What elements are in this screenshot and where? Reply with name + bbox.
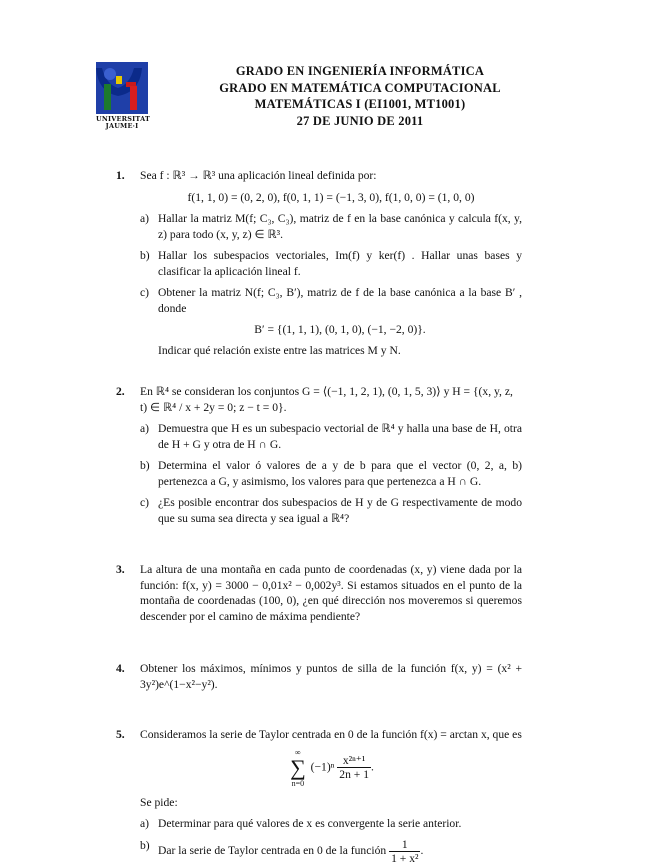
subquestion-text: Hallar los subespacios vectoriales, Im(f) y ker(f) . Hallar unas bases y clasificar la aplicación lineal f. [158, 249, 522, 278]
subquestion [140, 285, 522, 358]
problem-number: 5. [116, 728, 125, 741]
logo-text-line2: JAUME·I [105, 122, 139, 130]
problem-statement: Sea f : ℝ³ → ℝ³ una aplicación lineal definida por: [140, 169, 377, 182]
problem-statement: Consideramos la serie de Taylor centrada en 0 de la función f(x) = arctan x, que es [140, 728, 522, 741]
problem-number: 4. [116, 662, 125, 675]
subquestion-label: a) [140, 212, 150, 225]
logo-text-line1: UNIVERSITAT [96, 115, 150, 123]
subquestion-text: ¿Es posible encontrar dos subespacios de H y de G respectivamente de modo que su suma sea directa y sea igual a ℝ⁴? [158, 496, 522, 525]
subquestion-text: Obtener la matriz N(f; C₃, B′), matriz de f de la base canónica a la base B′ , donde [158, 286, 522, 315]
subquestion [140, 421, 522, 452]
series-formula: ∞ ∑ n=0 (−1)ⁿ $\frac{\text{x²ⁿ⁺¹}}{2n + 1}$ . [290, 747, 374, 788]
subquestion-label: a) [140, 422, 150, 435]
fraction-denominator: 1 + x² [391, 851, 419, 865]
university-logo [96, 62, 148, 132]
problem-4 [116, 661, 522, 692]
subquestion-text: Hallar la matriz M(f; C₃, C₃), matriz de f en la base canónica y calcula f(x, y, z) para todo (x, y, z) ∈ ℝ³. [158, 212, 522, 241]
subquestion [140, 248, 522, 279]
subquestion [140, 458, 522, 489]
subquestion-text: Demuestra que H es un subespacio vectorial de ℝ⁴ y halla una base de H, otra de H + G y otra de H ∩ G. [158, 422, 522, 451]
problem-1 [116, 168, 522, 358]
subquestion-text: Determinar para qué valores de x es convergente la serie anterior. [158, 817, 462, 830]
subquestion [140, 838, 522, 865]
subquestion-text: Determina el valor ó valores de a y de b para que el vector (0, 2, a, b) pertenezca a G, y asimismo, los valores para que pertenezca a H ∩ G. [158, 459, 522, 488]
problem-number: 3. [116, 563, 125, 576]
problem-statement: La altura de una montaña en cada punto de coordenadas (x, y) viene dada por la función: f(x, y) = 3000 − 0,01x² − 0,002y³. Si estamos situados en el punto de la montaña de coordenadas (100, 0), ¿en qué dirección nos moveremos si queremos descender por el camino de máxima pendiente? [140, 563, 522, 623]
exam-header [160, 63, 560, 129]
subquestion [140, 211, 522, 242]
header-date: 27 DE JUNIO DE 2011 [296, 113, 424, 128]
subquestion-label: a) [140, 817, 150, 830]
problem-2 [116, 384, 522, 526]
subquestion [140, 495, 522, 526]
sigma-symbol: ∑ [290, 754, 306, 780]
subquestion-label: b) [140, 838, 150, 852]
exam-content [116, 168, 522, 865]
sum-lower: n=0 [291, 778, 305, 788]
subquestion-label: c) [140, 496, 150, 509]
problem-statement: En ℝ⁴ se consideran los conjuntos G = ⟨(−1, 1, 2, 1), (0, 1, 5, 3)⟩ y H = {(x, y, z, t) ∈ ℝ⁴ / x + 2y = 0; z − t = 0}. [140, 385, 513, 414]
subquestion-text: Dar la serie de Taylor centrada en 0 de la función [158, 843, 387, 857]
problem-3 [116, 562, 522, 624]
series-sign: (−1)ⁿ [310, 760, 335, 774]
university-logo-icon [96, 62, 148, 114]
header-course: MATEMÁTICAS I (EI1001, MT1001) [254, 97, 466, 111]
series-numerator: x²ⁿ⁺¹ [337, 754, 371, 768]
header-degree-1: GRADO EN INGENIERÍA INFORMÁTICA [235, 64, 485, 78]
problem-ask: Se pide: [140, 795, 178, 809]
sum-upper: ∞ [295, 747, 301, 757]
subquestion-label: c) [140, 286, 150, 299]
subquestion-label: b) [140, 249, 150, 262]
subquestion-label: b) [140, 459, 150, 472]
subquestion [140, 816, 522, 832]
header-degree-2: GRADO EN MATEMÁTICA COMPUTACIONAL [219, 80, 501, 95]
problem-number: 1. [116, 169, 125, 182]
problem-number: 2. [116, 385, 125, 398]
fraction-numerator: 1 [389, 838, 420, 852]
subquestion-text-wrap: Dar la serie de Taylor centrada en 0 de la función $\frac{1}{\text{1 + x²}}$ . [158, 837, 424, 865]
subquestion-equation: B′ = {(1, 1, 1), (0, 1, 0), (−1, −2, 0)}. [254, 323, 426, 336]
series-denominator: 2n + 1 [339, 768, 370, 781]
series-fraction [337, 754, 371, 781]
problem-statement: Obtener los máximos, mínimos y puntos de silla de la función f(x, y) = (x² + 3y²)e^(1−x²−y²). [140, 662, 522, 691]
problem-equation: f(1, 1, 0) = (0, 2, 0), f(0, 1, 1) = (−1, 3, 0), f(1, 0, 0) = (1, 0, 0) [187, 190, 475, 204]
function-fraction [389, 838, 420, 865]
summation [288, 747, 308, 789]
subquestion-note: Indicar qué relación existe entre las matrices M y N. [158, 343, 401, 357]
problem-5 [116, 727, 522, 865]
